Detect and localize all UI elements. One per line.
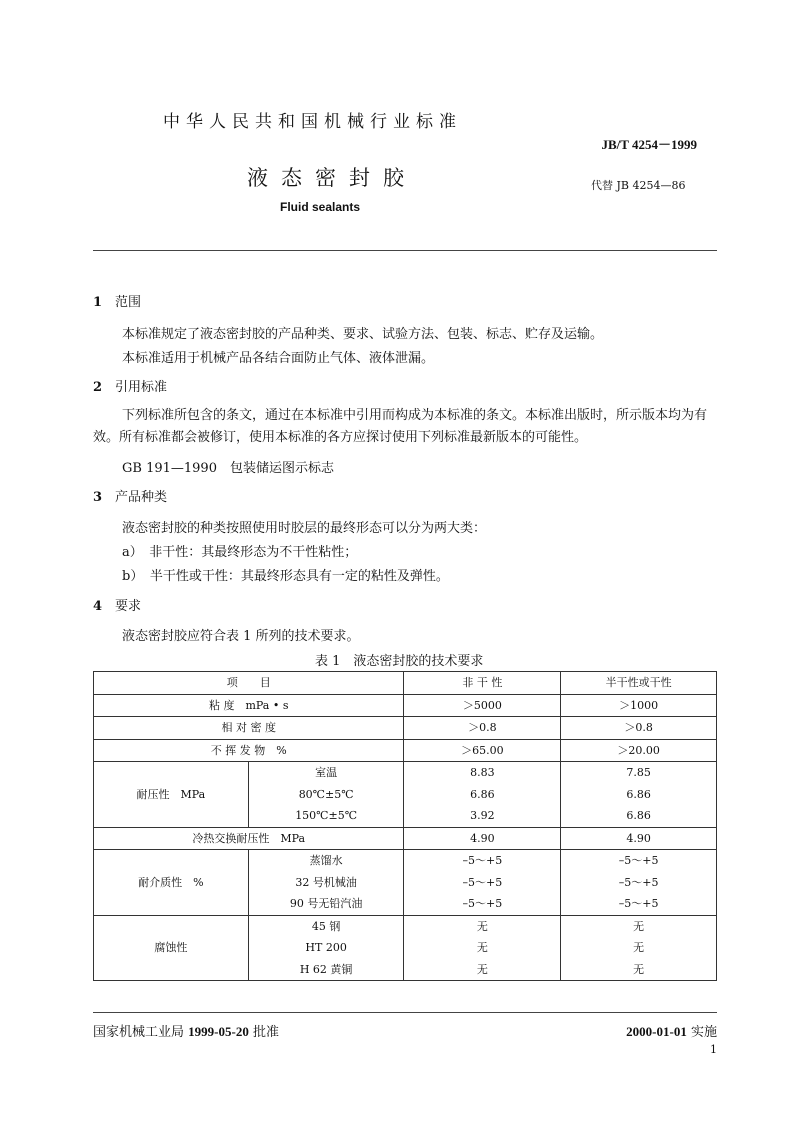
table-row: [94, 915, 717, 937]
value-semi-drying: ＞20.00: [561, 739, 717, 762]
value-semi-drying: ＞1000: [561, 694, 717, 717]
paragraph: 液态密封胶的种类按照使用时胶层的最终形态可以分为两大类：: [122, 521, 487, 536]
condition: 90 号无铅汽油: [248, 893, 404, 915]
value-semi-drying: 6.86: [561, 784, 717, 806]
list-item: b） 半干性或干性：其最终形态具有一定的粘性及弹性。: [122, 569, 449, 584]
value-non-drying: –5～+5: [404, 850, 561, 872]
table-row: [94, 717, 717, 740]
effective-date: 2000-01-01: [626, 1024, 687, 1039]
table-header-row: [94, 672, 717, 695]
condition: 室温: [248, 762, 404, 784]
header-non-drying: 非 干 性: [404, 672, 561, 695]
value-semi-drying: 无: [561, 937, 717, 959]
section-number: 2: [93, 380, 103, 395]
header-rule: [93, 250, 717, 251]
value-non-drying: 4.90: [404, 827, 561, 850]
value-non-drying: –5～+5: [404, 893, 561, 915]
requirements-table: [93, 671, 717, 981]
header-item: 项 目: [94, 672, 404, 695]
section-number: 3: [93, 490, 103, 505]
page-number: 1: [710, 1043, 717, 1056]
section-number: 1: [93, 295, 103, 310]
value-semi-drying: –5～+5: [561, 850, 717, 872]
section-title: 引用标准: [115, 380, 168, 395]
value-non-drying: ＞5000: [404, 694, 561, 717]
row-item: 不 挥 发 物 %: [94, 739, 404, 762]
value-non-drying: ＞65.00: [404, 739, 561, 762]
condition: H 62 黄铜: [248, 959, 404, 981]
paragraph: 液态密封胶应符合表 1 所列的技术要求。: [122, 629, 360, 644]
replaces-note: 代替 JB 4254—86: [591, 179, 686, 192]
row-item: 冷热交换耐压性 MPa: [94, 827, 404, 850]
title-english: Fluid sealants: [280, 200, 361, 214]
approve-date: 1999-05-20: [188, 1024, 249, 1039]
table-row: [94, 762, 717, 784]
group-label-medium: 耐介质性 %: [94, 850, 249, 916]
condition: 45 钢: [248, 915, 404, 937]
paragraph: 本标准适用于机械产品各结合面防止气体、液体泄漏。: [122, 351, 435, 366]
list-item: a） 非干性：其最终形态为不干性粘性；: [122, 545, 358, 560]
condition: HT 200: [248, 937, 404, 959]
condition: 蒸馏水: [248, 850, 404, 872]
value-non-drying: –5～+5: [404, 872, 561, 894]
value-semi-drying: ＞0.8: [561, 717, 717, 740]
effective-line: [626, 1021, 717, 1040]
approve-word: 批准: [252, 1025, 279, 1040]
value-semi-drying: 6.86: [561, 805, 717, 827]
condition: 32 号机械油: [248, 872, 404, 894]
footer-rule: [93, 1012, 717, 1013]
value-non-drying: 6.86: [404, 784, 561, 806]
condition: 80℃±5℃: [248, 784, 404, 806]
header-semi-drying: 半干性或干性: [561, 672, 717, 695]
table-row: [94, 850, 717, 872]
row-item: 粘 度 mPa • s: [94, 694, 404, 717]
paragraph: 本标准规定了液态密封胶的产品种类、要求、试验方法、包装、标志、贮存及运输。: [122, 327, 604, 342]
table-row: [94, 827, 717, 850]
value-semi-drying: 无: [561, 915, 717, 937]
approval-line: [93, 1021, 279, 1040]
title-chinese: 液态密封胶: [247, 166, 417, 190]
table-row: [94, 694, 717, 717]
issuer: 国家机械工业局: [93, 1025, 185, 1040]
value-non-drying: 无: [404, 937, 561, 959]
value-non-drying: 3.92: [404, 805, 561, 827]
effective-word: 实施: [690, 1025, 717, 1040]
table-caption: 表 1 液态密封胶的技术要求: [315, 654, 484, 669]
group-label-pressure: 耐压性 MPa: [94, 762, 249, 828]
value-semi-drying: 4.90: [561, 827, 717, 850]
condition: 150℃±5℃: [248, 805, 404, 827]
value-semi-drying: –5～+5: [561, 893, 717, 915]
section-heading-1: [93, 291, 141, 310]
value-non-drying: 无: [404, 959, 561, 981]
value-semi-drying: –5～+5: [561, 872, 717, 894]
section-heading-4: [93, 595, 141, 614]
section-title: 产品种类: [115, 490, 168, 505]
paragraph: 下列标准所包含的条文，通过在本标准中引用而构成为本标准的条文。本标准出版时，所示版本均为有效。所有标准都会被修订，使用本标准的各方应探讨使用下列标准最新版本的可能性。: [93, 408, 708, 445]
row-item: 相 对 密 度: [94, 717, 404, 740]
value-semi-drying: 7.85: [561, 762, 717, 784]
standard-code: JB/T 4254－1999: [601, 137, 697, 152]
value-semi-drying: 无: [561, 959, 717, 981]
section-title: 要求: [115, 599, 142, 614]
value-non-drying: 8.83: [404, 762, 561, 784]
section-heading-3: [93, 486, 167, 505]
value-non-drying: ＞0.8: [404, 717, 561, 740]
reference-item: GB 191—1990 包装储运图示标志: [122, 461, 334, 476]
value-non-drying: 无: [404, 915, 561, 937]
section-heading-2: [93, 376, 167, 395]
section-title: 范围: [115, 295, 142, 310]
standard-category: 中华人民共和国机械行业标准: [163, 112, 462, 132]
table-row: [94, 739, 717, 762]
section-number: 4: [93, 599, 103, 614]
group-label-corrosion: 腐蚀性: [94, 915, 249, 981]
